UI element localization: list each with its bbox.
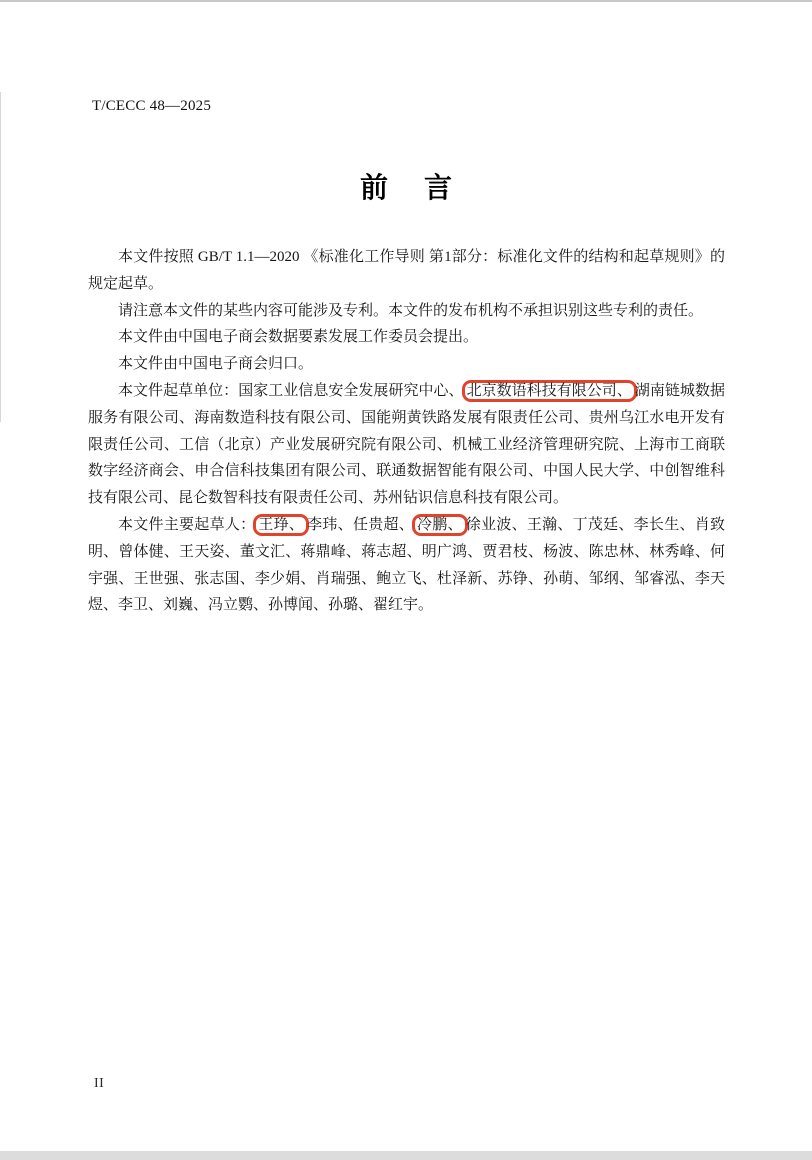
title-char-2: 言 — [424, 173, 453, 204]
paragraph-patent-notice: 请注意本文件的某些内容可能涉及专利。本文件的发布机构不承担识别这些专利的责任。 — [118, 302, 704, 319]
foreword-body — [88, 244, 725, 619]
highlight-box-name-1: 王琤、 — [253, 514, 309, 536]
scan-edge-bottom — [0, 1151, 812, 1160]
page-number: II — [94, 1076, 105, 1091]
paragraph-under-jurisdiction: 本文件由中国电子商会归口。 — [118, 356, 314, 373]
standard-number: T/CECC 48—2025 — [92, 98, 212, 114]
paragraph-drafters — [88, 512, 725, 619]
scan-edge-top — [0, 0, 812, 2]
page-title — [0, 166, 812, 206]
paragraph-drafting-units — [88, 378, 725, 512]
paragraph-proposed-by: 本文件由中国电子商会数据要素发展工作委员会提出。 — [118, 329, 479, 346]
highlight-box-company: 北京数语科技有限公司、 — [462, 380, 637, 402]
drafting-units-prefix: 本文件起草单位：国家工业信息安全发展研究中心、 — [118, 382, 464, 399]
title-char-1: 前 — [359, 173, 388, 204]
drafters-suffix: 徐业波、王瀚、丁茂廷、李长生、肖致明、曾体健、王天姿、董文汇、蒋鼎峰、蒋志超、明广鸿、贾君枝、杨波、陈忠林、林秀峰、何宇强、王世强、张志国、李少娟、肖瑞强、鲍立飞、杜泽新、苏铮、孙萌、邹纲、邹睿泓、李天煜、李卫、刘巍、冯立鹦、孙博闻、孙璐、翟红宇。 — [88, 516, 725, 614]
scan-edge-left — [0, 92, 1, 422]
paragraph-drafting-rules: 本文件按照 GB/T 1.1—2020 《标准化工作导则 第1部分：标准化文件的结构和起草规则》的规定起草。 — [88, 249, 725, 292]
highlight-box-name-2: 冷鹏、 — [412, 514, 468, 536]
drafters-prefix: 本文件主要起草人： — [118, 516, 256, 533]
drafters-middle: 李玮、任贵超、 — [307, 516, 414, 533]
drafting-units-suffix: 湖南链城数据服务有限公司、海南数造科技有限公司、国能朔黄铁路发展有限责任公司、贵州乌江水电开发有限责任公司、工信（北京）产业发展研究院有限公司、机械工业经济管理研究院、上海市工商联数字经济商会、申合信科技集团有限公司、联通数据智能有限公司、中国人民大学、中创智维科技有限公司、昆仑数智科技有限责任公司、苏州钻识信息科技有限公司。 — [88, 382, 725, 507]
